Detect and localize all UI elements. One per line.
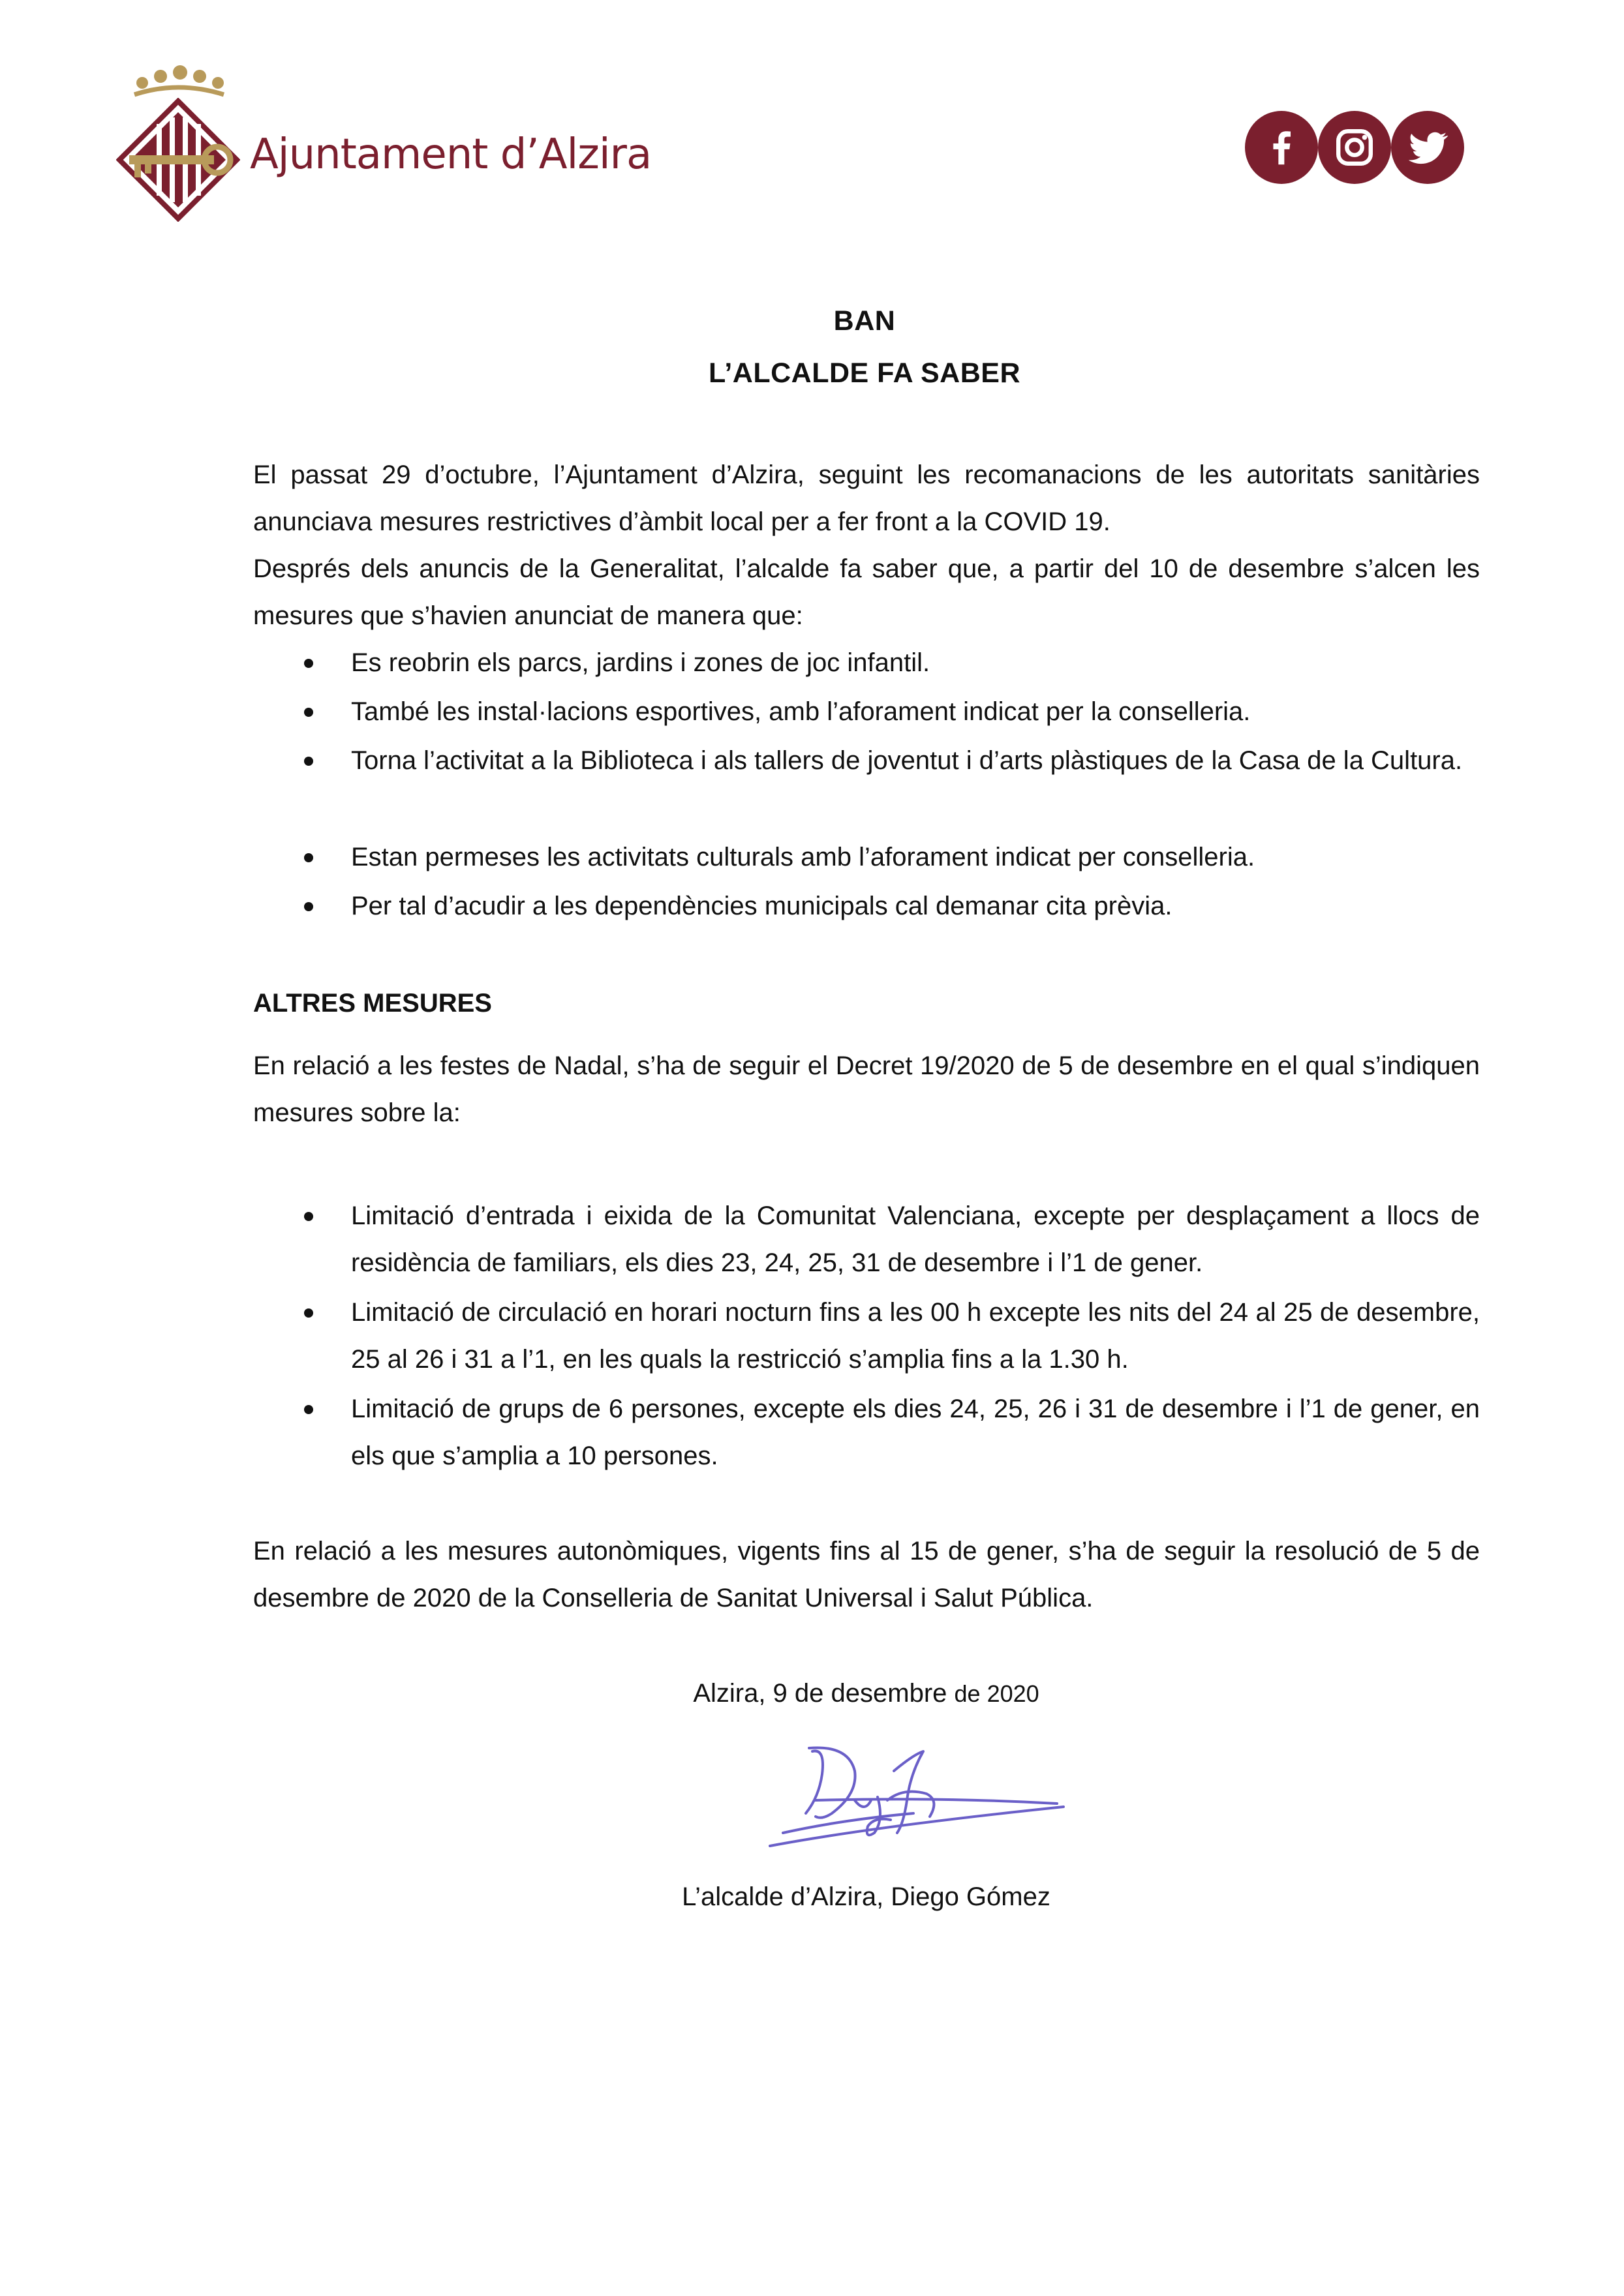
- twitter-link[interactable]: [1391, 111, 1464, 184]
- twitter-icon: [1405, 125, 1450, 170]
- closing-paragraph: En relació a les mesures autonòmiques, vigents fins al 15 de gener, s’ha de seguir la resolució de 5 de desembre de 2020 de la Conselleria de Sanitat Universal i Salut Pública.: [253, 1537, 1480, 1612]
- institution-name: Ajuntament d’Alzira: [250, 130, 652, 179]
- facebook-link[interactable]: [1245, 111, 1318, 184]
- facebook-icon: [1259, 125, 1304, 170]
- bullet-icon: [304, 1308, 313, 1318]
- bullet-icon: [304, 659, 313, 668]
- intro-paragraph-1: El passat 29 d’octubre, l’Ajuntament d’Alzira, seguint les recomanacions de les autoritats sanitàries anunciava mesures restrictives d’àmbit local per a fer front a la COVID 19.: [253, 461, 1480, 536]
- bullet-icon: [304, 757, 313, 766]
- place-date: Alzira, 9 de desembre de 2020: [693, 1679, 1039, 1708]
- bullet-icon: [304, 1212, 313, 1221]
- bullet-icon: [304, 708, 313, 717]
- signatory: L’alcalde d’Alzira, Diego Gómez: [682, 1882, 1050, 1911]
- document-title: BAN: [833, 305, 896, 337]
- date-year: de 2020: [954, 1680, 1039, 1707]
- bullet-icon: [304, 1405, 313, 1414]
- section-intro: En relació a les festes de Nadal, s’ha de seguir el Decret 19/2020 de 5 de desembre en el qual s’indiquen mesures sobre la:: [253, 1051, 1480, 1127]
- crown-icon: [129, 62, 227, 101]
- shield-emblem-icon: [116, 98, 240, 222]
- bullet-icon: [304, 853, 313, 862]
- document-subtitle: L’ALCALDE FA SABER: [708, 357, 1021, 389]
- instagram-link[interactable]: [1318, 111, 1391, 184]
- institution-logo: [116, 62, 652, 225]
- instagram-icon: [1332, 125, 1377, 170]
- bullet-icon: [304, 902, 313, 911]
- signature-icon: [744, 1735, 1083, 1865]
- intro-paragraph-2: Després dels anuncis de la Generalitat, l’alcalde fa saber que, a partir del 10 de desembre s’alcen les mesures que s’havien anunciat de manera que:: [253, 554, 1480, 630]
- section-heading: ALTRES MESURES: [253, 989, 492, 1018]
